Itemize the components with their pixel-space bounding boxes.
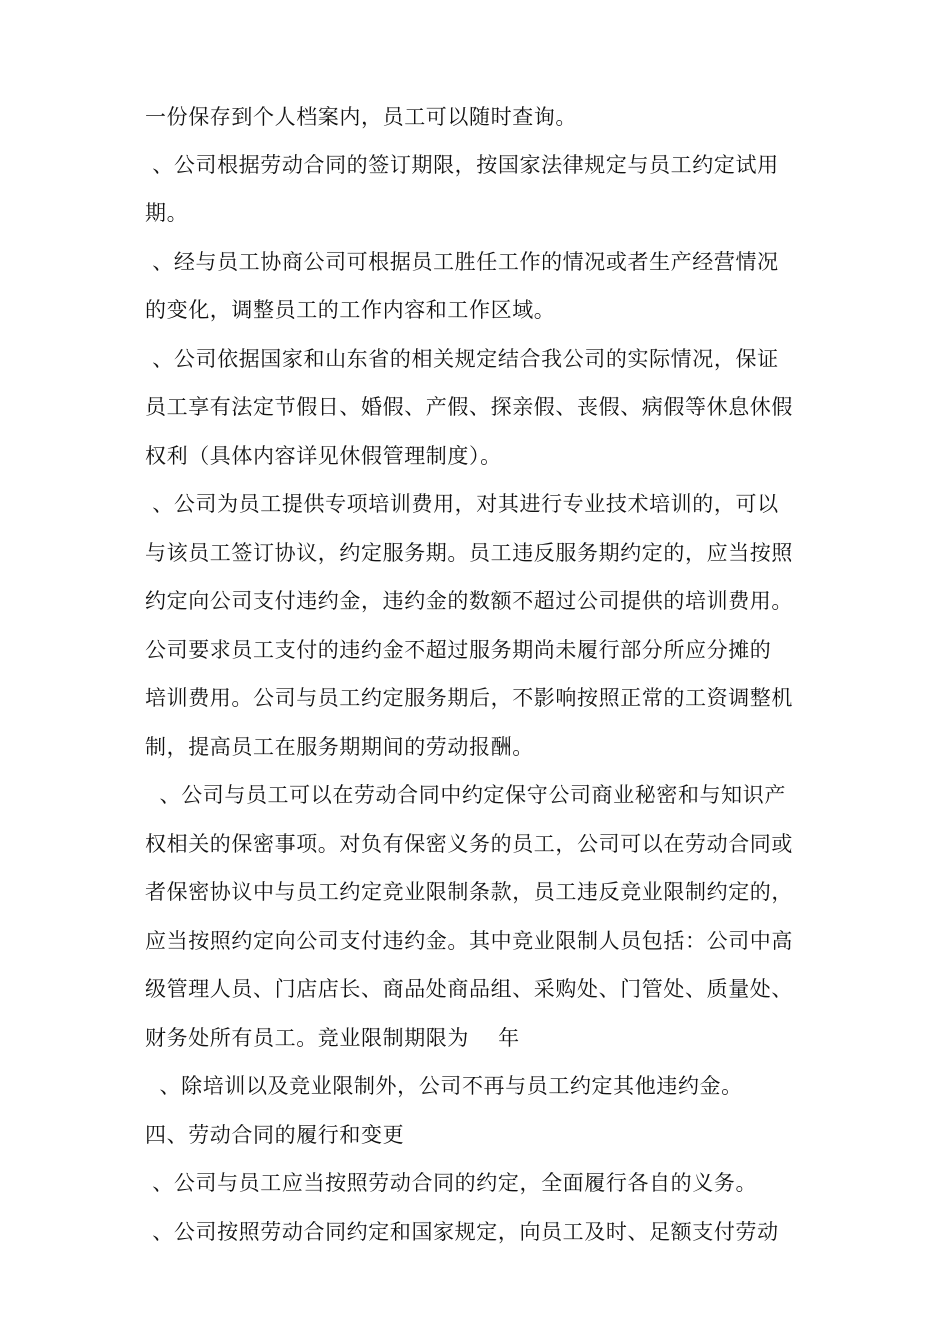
- text-line: 制，提高员工在服务期期间的劳动报酬。: [145, 735, 534, 759]
- text-line: 一份保存到个人档案内，员工可以随时查询。: [145, 105, 577, 129]
- text-line: 、公司为员工提供专项培训费用，对其进行专业技术培训的，可以: [145, 492, 779, 516]
- text-line: 级管理人员、门店店长、商品处商品组、采购处、门管处、质量处、: [145, 977, 793, 1001]
- text-line: 、公司与员工应当按照劳动合同的约定，全面履行各自的义务。: [145, 1171, 758, 1195]
- text-line: 与该员工签订协议，约定服务期。员工违反服务期约定的，应当按照: [145, 541, 793, 565]
- text-line: 员工享有法定节假日、婚假、产假、探亲假、丧假、病假等休息休假: [145, 395, 793, 419]
- text-line: 者保密协议中与员工约定竞业限制条款，员工违反竞业限制约定的，: [145, 880, 793, 904]
- text-line: 、除培训以及竞业限制外，公司不再与员工约定其他违约金。: [145, 1074, 743, 1098]
- text-line: 应当按照约定向公司支付违约金。其中竞业限制人员包括：公司中高: [145, 929, 793, 953]
- text-line: 、公司与员工可以在劳动合同中约定保守公司商业秘密和与知识产: [145, 783, 786, 807]
- text-line: 期。: [145, 201, 189, 225]
- text-line: 权相关的保密事项。对负有保密义务的员工，公司可以在劳动合同或: [145, 832, 793, 856]
- text-line: 、公司按照劳动合同约定和国家规定，向员工及时、足额支付劳动: [145, 1220, 779, 1244]
- text-line: 、公司根据劳动合同的签订期限，按国家法律规定与员工约定试用: [145, 153, 779, 177]
- text-line: 权利（具体内容详见休假管理制度）。: [145, 444, 502, 468]
- text-line: 、公司依据国家和山东省的相关规定结合我公司的实际情况，保证: [145, 347, 779, 371]
- text-line: 的变化，调整员工的工作内容和工作区域。: [145, 298, 556, 322]
- text-line: 公司要求员工支付的违约金不超过服务期尚未履行部分所应分摊的: [145, 638, 772, 662]
- section-heading: 四、劳动合同的履行和变更: [145, 1123, 405, 1147]
- text-line: 财务处所有员工。竞业限制期限为 年: [145, 1026, 520, 1050]
- text-line: 、经与员工协商公司可根据员工胜任工作的情况或者生产经营情况: [145, 250, 779, 274]
- text-line: 培训费用。公司与员工约定服务期后，不影响按照正常的工资调整机: [145, 686, 793, 710]
- text-line: 约定向公司支付违约金，违约金的数额不超过公司提供的培训费用。: [145, 589, 793, 613]
